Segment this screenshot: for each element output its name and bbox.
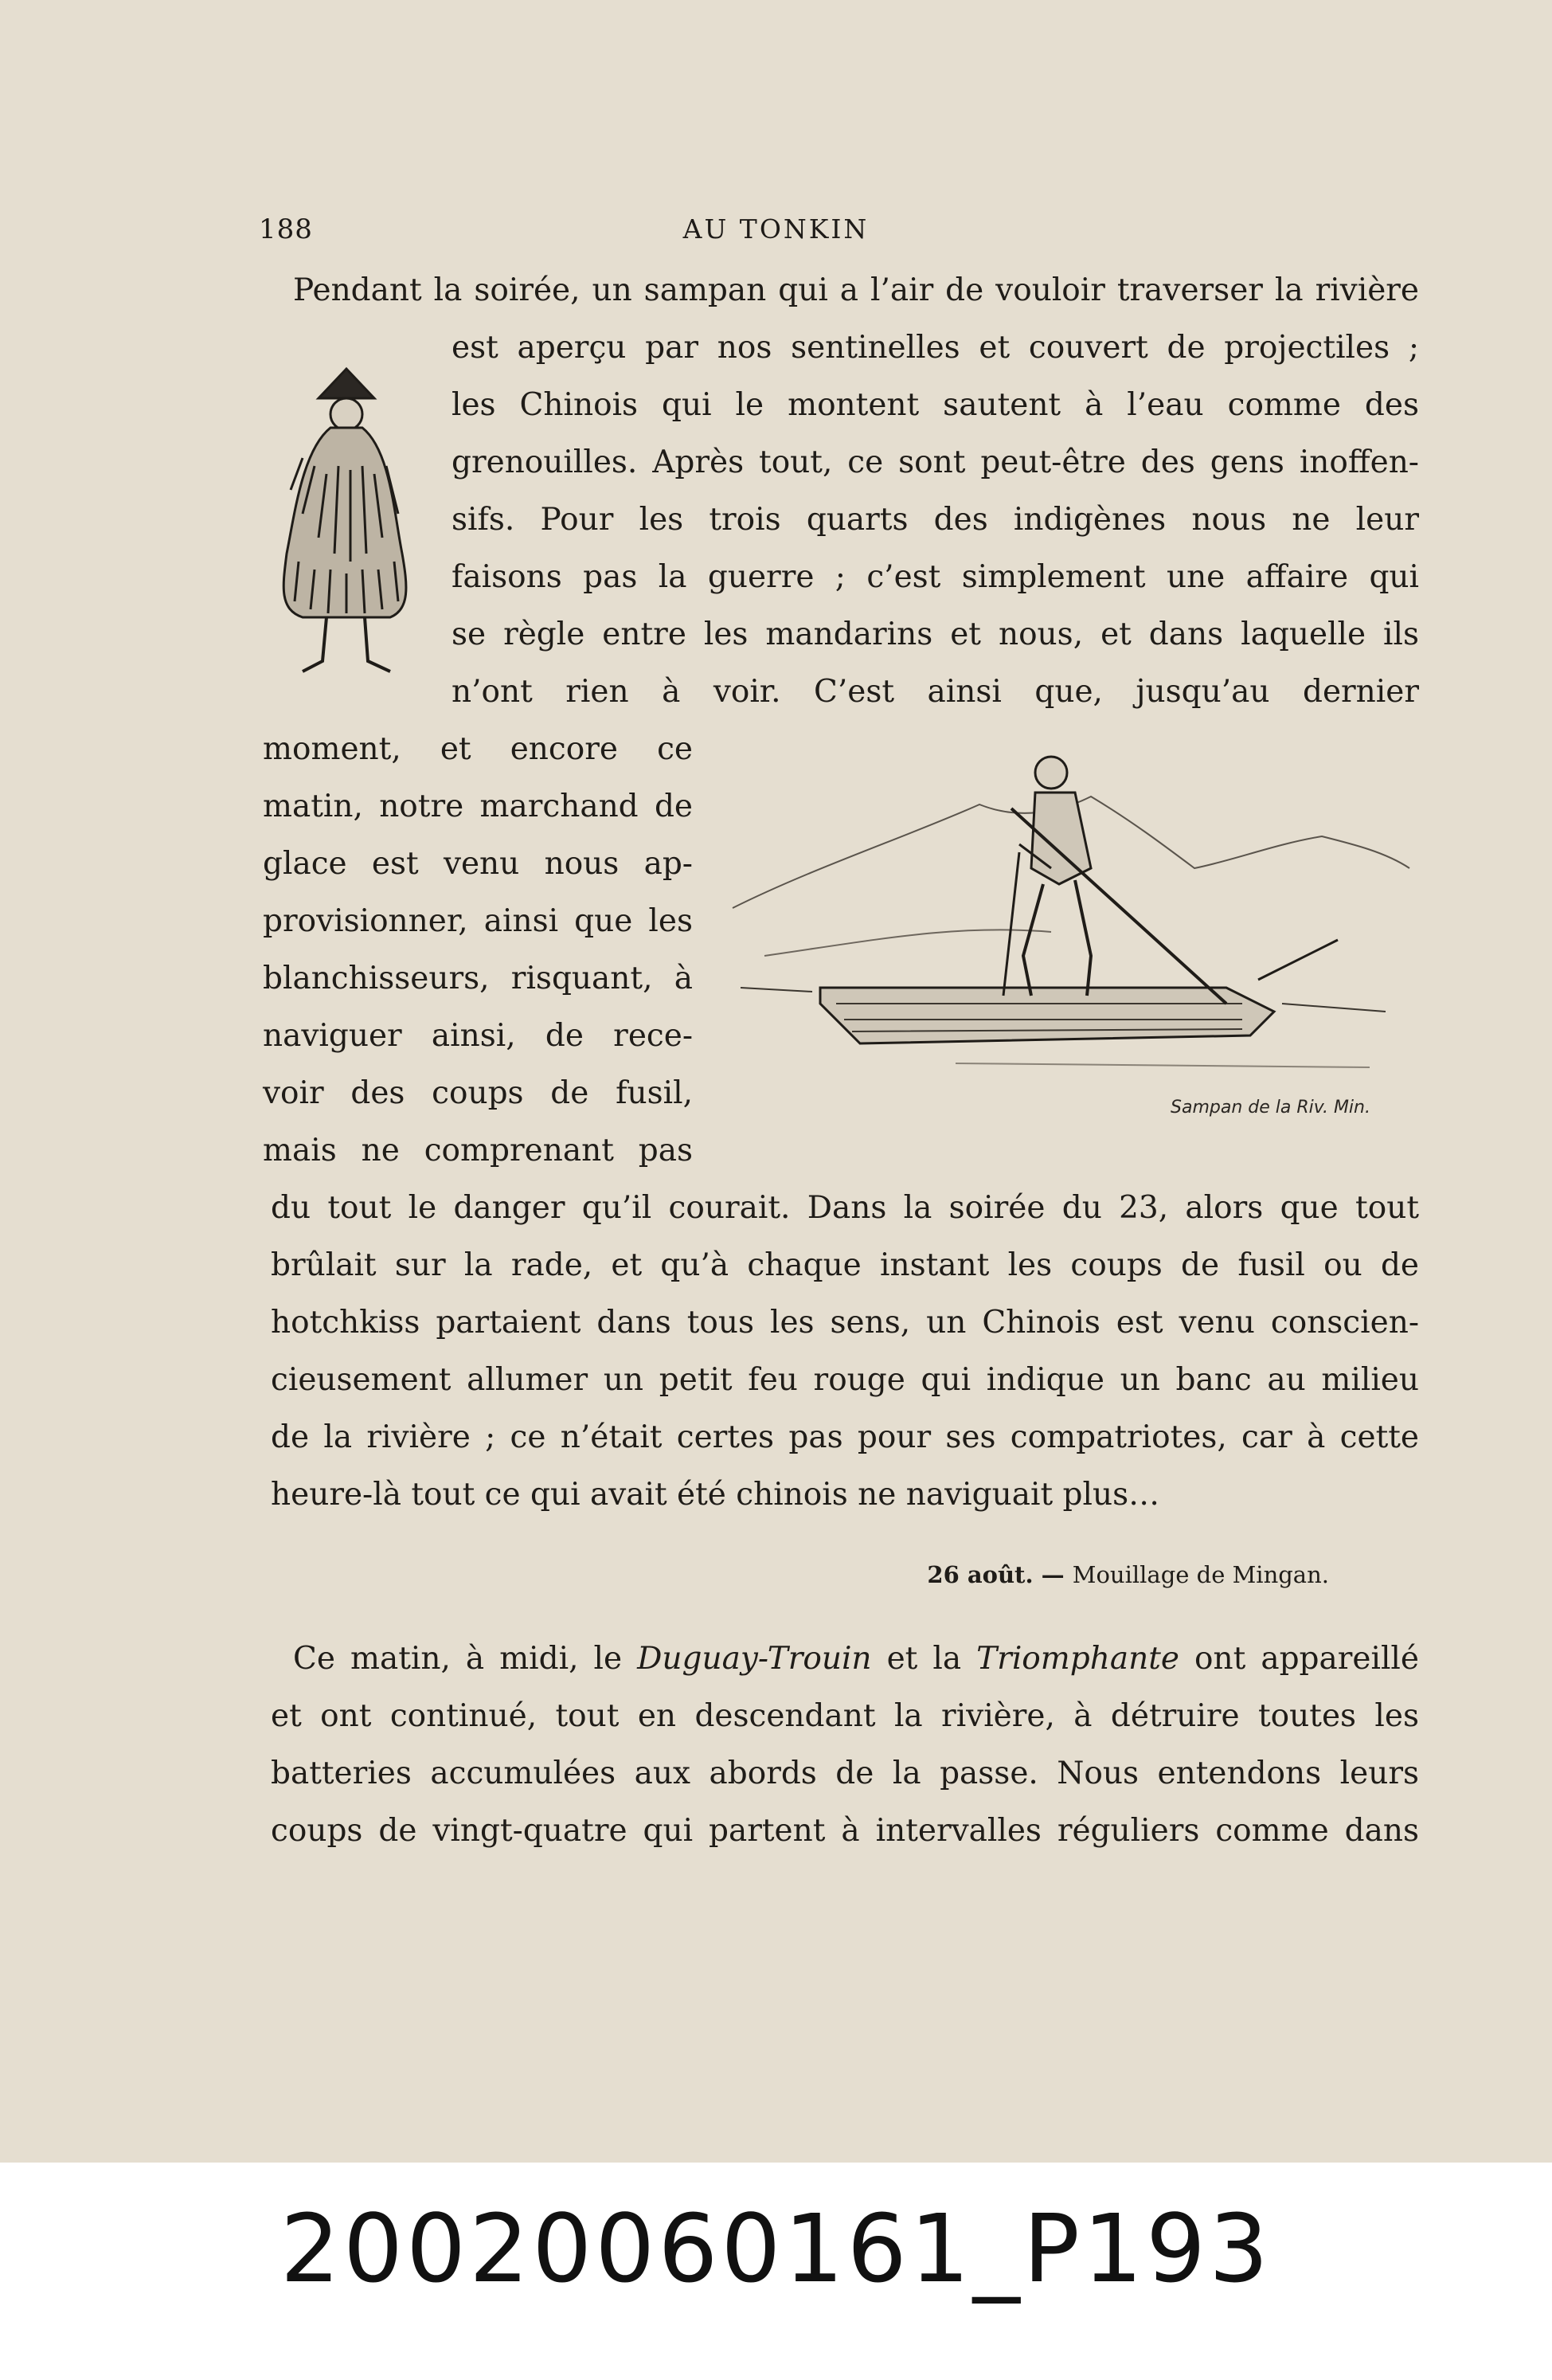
page-header bbox=[0, 213, 1552, 261]
text-line: heure-là tout ce qui avait été chinois ne naviguait plus… bbox=[271, 1477, 1160, 1513]
running-title: AU TONKIN bbox=[682, 213, 870, 245]
text-span: Ce matin, à midi, le bbox=[293, 1641, 638, 1677]
text-line: cieusement allumer un petit feu rouge qui indique un banc au milieu bbox=[271, 1362, 1419, 1398]
text-span: ont appareillé bbox=[1179, 1641, 1419, 1677]
text-line: et ont continué, tout en descendant la rivière, à détruire toutes les bbox=[271, 1698, 1419, 1734]
dateline bbox=[927, 1561, 1329, 1588]
ship-name: Triomphante bbox=[976, 1641, 1179, 1677]
text-line: blanchisseurs, risquant, à bbox=[263, 961, 693, 996]
text-line: coups de vingt-quatre qui partent à intervalles réguliers comme dans bbox=[271, 1813, 1419, 1849]
text-line: n’ont rien à voir. C’est ainsi que, jusqu’au dernier bbox=[452, 674, 1419, 710]
scan-identifier: 20020060161_P193 bbox=[280, 2194, 1272, 2304]
text-line: faisons pas la guerre ; c’est simplement une affaire qui bbox=[452, 559, 1419, 595]
text-line: se règle entre les mandarins et nous, et dans laquelle ils bbox=[452, 617, 1419, 652]
text-line: batteries accumulées aux abords de la passe. Nous entendons leurs bbox=[271, 1756, 1419, 1791]
page-number: 188 bbox=[259, 213, 313, 245]
text-line: naviguer ainsi, de rece- bbox=[263, 1018, 693, 1054]
text-line: du tout le danger qu’il courait. Dans la soirée du 23, alors que tout bbox=[271, 1190, 1419, 1226]
text-line: moment, et encore ce bbox=[263, 731, 693, 767]
text-line: matin, notre marchand de bbox=[263, 789, 693, 824]
text-line: de la rivière ; ce n’était certes pas pour ses compatriotes, car à cette bbox=[271, 1419, 1419, 1455]
straw-cape-figure-illustration bbox=[271, 354, 422, 681]
text-line: voir des coups de fusil, bbox=[263, 1075, 693, 1111]
text-line bbox=[293, 1639, 1419, 1679]
text-line: est aperçu par nos sentinelles et couvert de projectiles ; bbox=[452, 330, 1419, 366]
text-line: mais ne comprenant pas bbox=[263, 1133, 693, 1168]
dateline-date: 26 août. — bbox=[927, 1561, 1065, 1588]
text-line: glace est venu nous ap- bbox=[263, 846, 693, 882]
text-line: les Chinois qui le montent sautent à l’eau comme des bbox=[452, 387, 1419, 423]
text-line: sifs. Pour les trois quarts des indigènes nous ne leur bbox=[452, 502, 1419, 538]
text-line: provisionner, ainsi que les bbox=[263, 903, 693, 939]
text-line: Pendant la soirée, un sampan qui a l’air de vouloir traverser la rivière bbox=[293, 272, 1419, 308]
text-span: et la bbox=[871, 1641, 977, 1677]
text-line: hotchkiss partaient dans tous les sens, un Chinois est venu conscien- bbox=[271, 1305, 1419, 1341]
ship-name: Duguay-Trouin bbox=[637, 1641, 872, 1677]
illustration-caption: Sampan de la Riv. Min. bbox=[1171, 1098, 1370, 1118]
sampan-boatman-illustration bbox=[717, 749, 1417, 1091]
dateline-place: Mouillage de Mingan. bbox=[1072, 1561, 1329, 1588]
text-line: grenouilles. Après tout, ce sont peut-être des gens inoffen- bbox=[452, 444, 1419, 480]
text-line: brûlait sur la rade, et qu’à chaque instant les coups de fusil ou de bbox=[271, 1247, 1419, 1283]
